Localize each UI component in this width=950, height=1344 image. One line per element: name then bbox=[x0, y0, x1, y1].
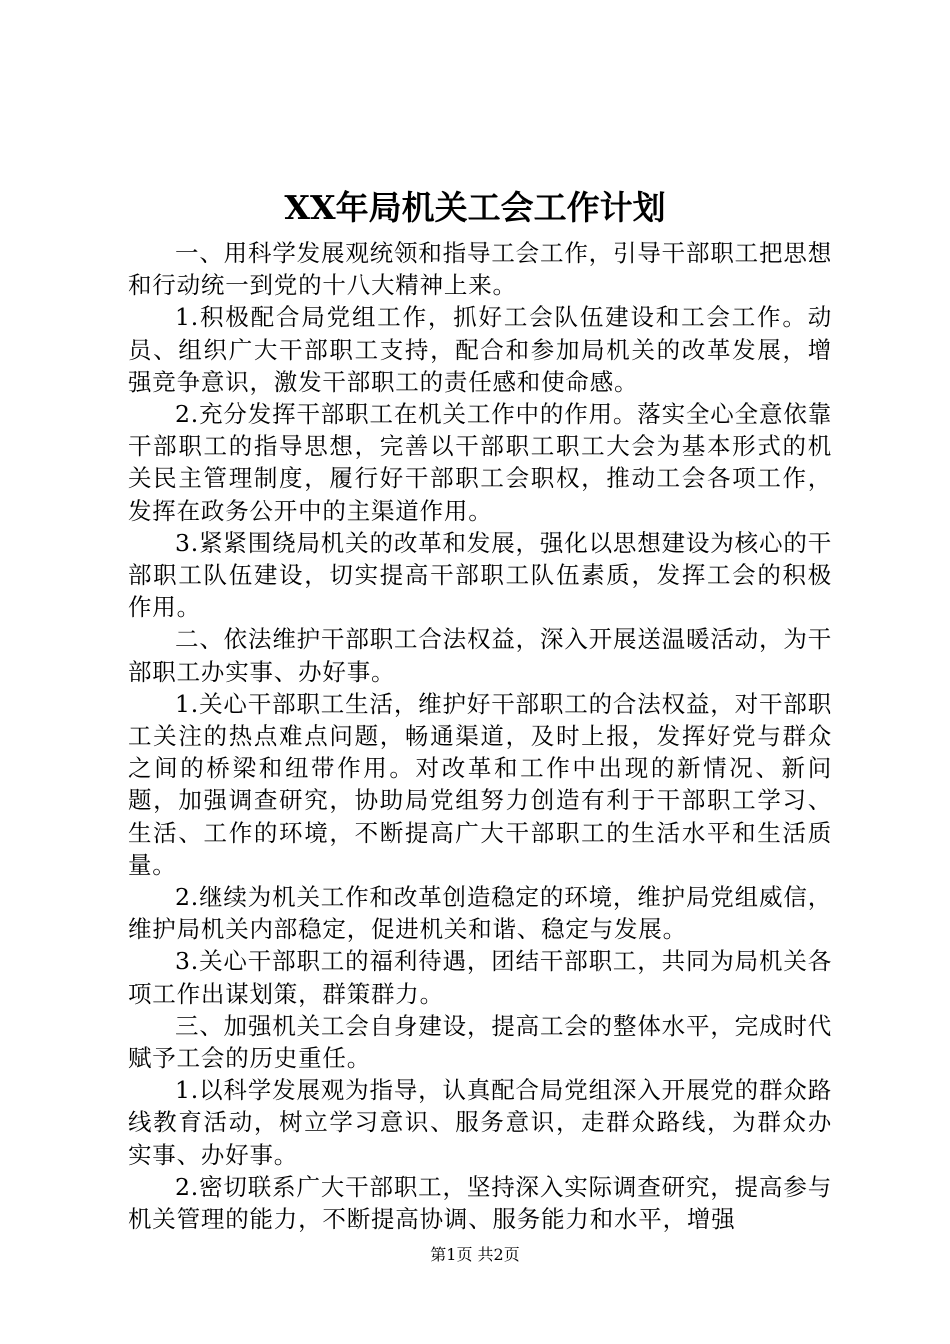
paragraph: 一、用科学发展观统领和指导工会工作，引导干部职工把思想和行动统一到党的十八大精神上来。 bbox=[128, 239, 832, 300]
paragraph: 1.以科学发展观为指导，认真配合局党组深入开展党的群众路线教育活动，树立学习意识、服务意识，走群众路线，为群众办实事、办好事。 bbox=[128, 1076, 832, 1169]
document-body bbox=[128, 237, 832, 1235]
paragraph: 2.充分发挥干部职工在机关工作中的作用。落实全心全意依靠干部职工的指导思想，完善以干部职工职工大会为基本形式的机关民主管理制度，履行好干部职工会职权，推动工会各项工作，发挥在政务公开中的主渠道作用。 bbox=[128, 400, 832, 525]
paragraph: 3.紧紧围绕局机关的改革和发展，强化以思想建设为核心的干部职工队伍建设，切实提高干部职工队伍素质，发挥工会的积极作用。 bbox=[128, 528, 832, 622]
paragraph: 1.关心干部职工生活，维护好干部职工的合法权益，对干部职工关注的热点难点问题，畅通渠道，及时上报，发挥好党与群众之间的桥梁和纽带作用。对改革和工作中出现的新情况、新问题，加强调查研究，协助局党组努力创造有利于干部职工学习、生活、工作的环境，不断提高广大干部职工的生活水平和生活质量。 bbox=[128, 689, 832, 879]
paragraph: 1.积极配合局党组工作，抓好工会队伍建设和工会工作。动员、组织广大干部职工支持，配合和参加局机关的改革发展，增强竞争意识，激发干部职工的责任感和使命感。 bbox=[128, 303, 832, 396]
paragraph: 2.继续为机关工作和改革创造稳定的环境，维护局党组威信，维护局机关内部稳定，促进机关和谐、稳定与发展。 bbox=[128, 883, 832, 944]
paragraph: 2.密切联系广大干部职工，坚持深入实际调查研究，提高参与机关管理的能力，不断提高协调、服务能力和水平，增强 bbox=[128, 1172, 832, 1234]
document-title: XX年局机关工会工作计划 bbox=[284, 188, 666, 227]
page-number-footer: 第1页 共2页 bbox=[430, 1245, 520, 1264]
paragraph: 三、加强机关工会自身建设，提高工会的整体水平，完成时代赋予工会的历史重任。 bbox=[128, 1011, 832, 1073]
paragraph: 3.关心干部职工的福利待遇，团结干部职工，共同为局机关各项工作出谋划策，群策群力。 bbox=[128, 947, 832, 1008]
paragraph: 二、依法维护干部职工合法权益，深入开展送温暖活动，为干部职工办实事、办好事。 bbox=[128, 625, 832, 686]
